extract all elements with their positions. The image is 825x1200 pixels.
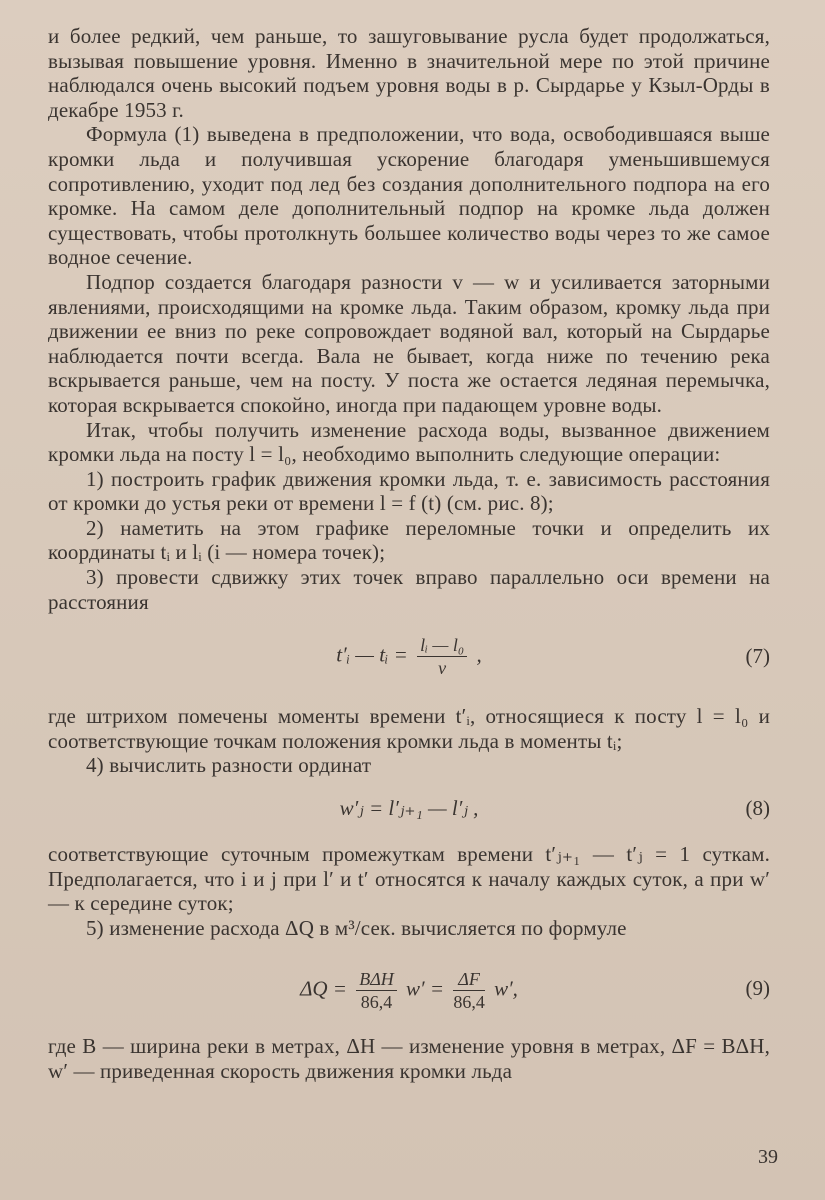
paragraph-4: Итак, чтобы получить изменение расхода воды, вызванное движением кромки льда на посту l = l₀, необходимо выполнить следующие операции: (48, 417, 770, 467)
eq9-number: (9) (745, 976, 770, 1001)
eq7-number: (7) (745, 644, 770, 669)
eq9-denominator-2: 86,4 (453, 992, 485, 1013)
equation-7 (48, 618, 770, 704)
step-3: 3) провести сдвижку этих точек вправо параллельно оси времени на расстояния (48, 565, 770, 614)
eq7-lhs: t′ᵢ — tᵢ = (336, 642, 408, 667)
eq9-fraction-2 (453, 968, 485, 1013)
eq9-lhs: ΔQ = (300, 976, 347, 1001)
eq8-body: w′ⱼ = l′ⱼ₊₁ — l′ⱼ , (339, 796, 479, 821)
step-2: 2) наметить на этом графике переломные точки и определить их координаты tᵢ и lᵢ (i — номера точек); (48, 515, 770, 565)
eq9-fraction-1 (356, 968, 397, 1013)
paragraph-2: Формула (1) выведена в предположении, что вода, освободившаяся выше кромки льда и получившая ускорение благодаря уменьшившемуся сопротивлению, уходит под лед без создания дополнительного подпора на его кромке. На самом деле дополнительный подпор на кромке льда должен существовать, чтобы протолкнуть большее количество воды через то же самое водное сечение. (48, 122, 770, 270)
eq9-numerator-1: BΔH (356, 968, 397, 991)
equation-9 (48, 940, 770, 1034)
paragraph-7: где B — ширина реки в метрах, ΔH — изменение уровня в метрах, ΔF = BΔH, w′ — приведенная скорость движения кромки льда (48, 1034, 770, 1083)
step-4: 4) вычислить разности ординат (86, 753, 372, 778)
page-number: 39 (758, 1146, 778, 1168)
step-1: 1) построить график движения кромки льда, т. е. зависимость расстояния от кромки до устья реки от времени l = f (t) (см. рис. 8); (48, 466, 770, 516)
eq9-numerator-2: ΔF (453, 968, 485, 991)
eq8-number: (8) (745, 796, 770, 821)
paragraph-6: соответствующие суточным промежуткам времени t′ⱼ₊₁ — t′ⱼ = 1 суткам. Предполагается, что i и j при l′ и t′ относятся к началу каждых суток, а при w′ — к середине суток; (48, 842, 770, 916)
eq7-numerator: lᵢ — l₀ (417, 634, 467, 657)
eq9-denominator-1: 86,4 (360, 992, 393, 1013)
eq9-tail: w′, (494, 976, 518, 1001)
eq7-denominator: v (438, 658, 447, 679)
paragraph-1: и более редкий, чем раньше, то зашуговывание русла будет продолжаться, вызывая повышение уровня. Именно в значительной мере по этой причине наблюдался очень высокий подъем уровня воды в р. Сырдарье у Кзыл-Орды в декабре 1953 г. (48, 24, 770, 122)
eq7-fraction (417, 634, 467, 679)
equation-8 (48, 778, 770, 842)
eq7-tail: , (476, 642, 482, 667)
eq9-mid: w′ = (406, 976, 445, 1001)
step-5: 5) изменение расхода ΔQ в м³/сек. вычисляется по формуле (86, 915, 627, 940)
paragraph-5: где штрихом помечены моменты времени t′ᵢ, относящиеся к посту l = l₀ и соответствующие точкам положения кромки льда в моменты tᵢ; (48, 704, 770, 753)
paragraph-3: Подпор создается благодаря разности v — w и усиливается заторными явлениями, происходящими на кромке льда. Таким образом, кромку льда при движении ее вниз по реке сопровождает водяной вал, который на Сырдарье наблюдается почти всегда. Вала не бывает, когда ниже по течению река вскрывается раньше, чем на посту. У поста же остается ледяная перемычка, которая вскрывается спокойно, иногда при падающем уровне воды. (48, 269, 770, 417)
